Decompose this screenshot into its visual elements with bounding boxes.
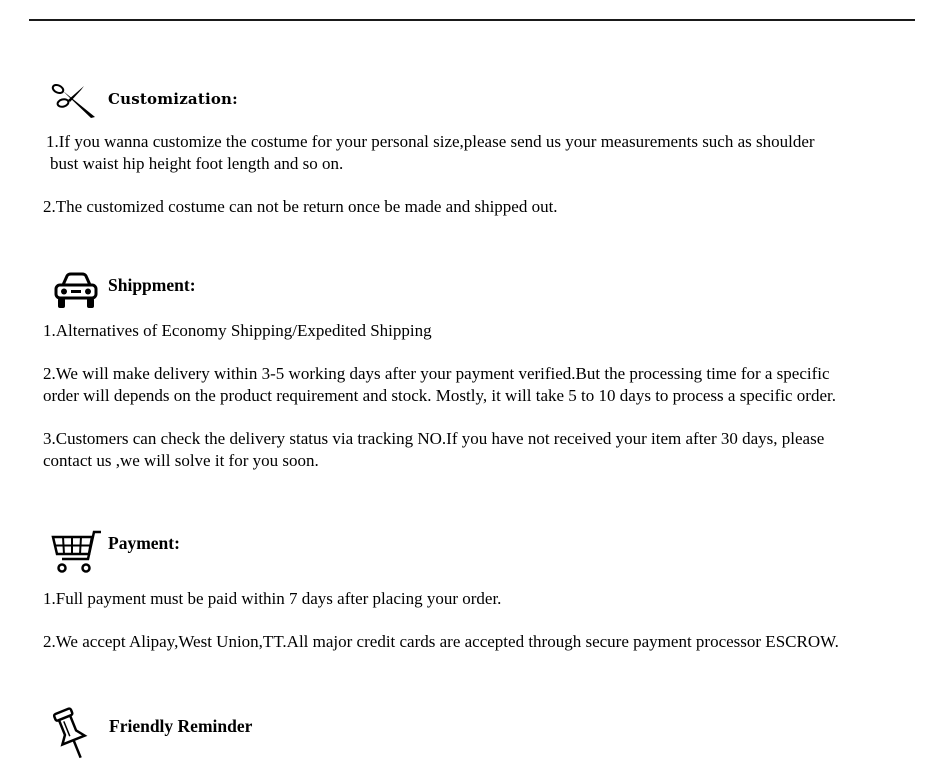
shipment-paragraph-3-line-2: contact us ,we will solve it for you soon.: [43, 451, 319, 470]
customization-paragraph-2: 2.The customized costume can not be return once be made and shipped out.: [43, 197, 558, 216]
shipment-paragraph-3-line-1: 3.Customers can check the delivery status via tracking NO.If you have not received your item after 30 days, please: [43, 429, 825, 448]
payment-heading: Payment:: [108, 533, 180, 553]
shopping-cart-icon: [51, 529, 103, 575]
shipment-heading: Shippment:: [108, 275, 196, 295]
pushpin-icon: [52, 707, 92, 761]
customization-paragraph-1-line-1: 1.If you wanna customize the costume for your personal size,please send us your measurements such as shoulder: [46, 132, 815, 151]
customization-paragraph-1-line-2: bust waist hip height foot length and so on.: [50, 154, 344, 173]
top-divider: [29, 19, 915, 21]
payment-paragraph-1: 1.Full payment must be paid within 7 days after placing your order.: [43, 589, 502, 608]
shipment-paragraph-2-line-2: order will depends on the product requirement and stock. Mostly, it will take 5 to 10 days to process a specific order.: [43, 386, 836, 405]
scissors-icon: [50, 80, 98, 120]
customization-heading: Customization:: [108, 90, 238, 108]
reminder-heading: Friendly Reminder: [109, 716, 253, 736]
shipment-paragraph-2-line-1: 2.We will make delivery within 3-5 working days after your payment verified.But the processing time for a specific: [43, 364, 830, 383]
shipment-paragraph-1: 1.Alternatives of Economy Shipping/Expedited Shipping: [43, 321, 432, 340]
car-icon: [54, 272, 98, 310]
payment-paragraph-2: 2.We accept Alipay,West Union,TT.All major credit cards are accepted through secure payment processor ESCROW.: [43, 632, 839, 651]
